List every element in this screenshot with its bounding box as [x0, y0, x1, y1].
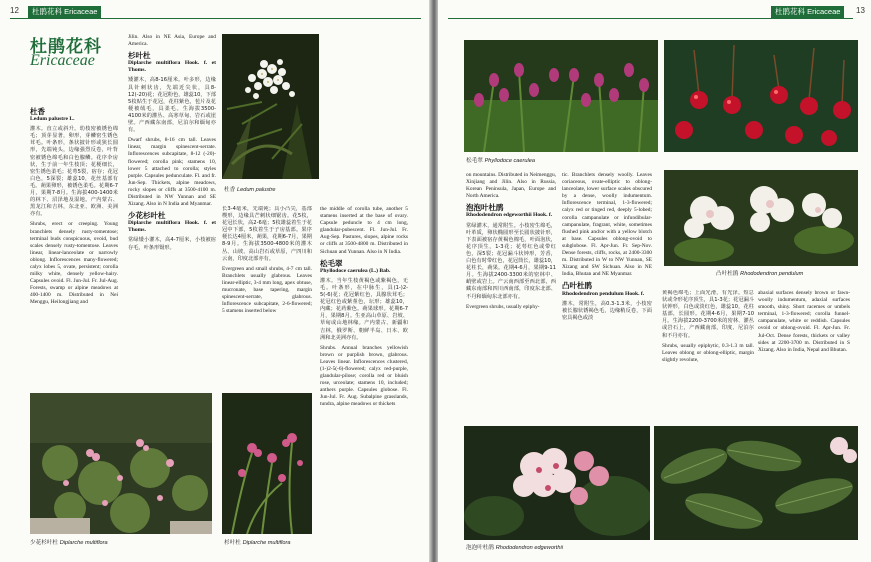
text-column-2: [128, 34, 216, 390]
species-name-latin: Rhododendron pendulum Hook. f.: [562, 290, 645, 297]
species-name-cn: 杜香: [30, 107, 45, 116]
family-title-latin: Ericaceae: [30, 52, 95, 69]
species-description-cn: 长3-4毫米，先端钝；具小凸尖，基部楔形，边缘具芒刺状细锯齿。花5枚，花冠长状，高2-6毫；5枚雄蕊着生于花冠中下部，5枚着生于子房基部。果序梗长达4厘米，蒴果，花期6-7月，果期8-9月。生海拔3500-4800米的灌木丛、山坡、高山岩石或草原，产四川和云南，印度北部亦有。: [222, 206, 312, 262]
species-description-cn: 灌木。当年生枝黄褐色或紫褐色，无毛。叶条形，在中脉生，具(1-)2-5(-6)花；花冠紫红色，具腺状茸毛；花冠红色或紫堇色，坛形；雄蕊10，内藏；花药紫色。蒴果球形。花期6-7月，果期8月。生亚高山草原、岩坡、草甸或山地林缘。产内蒙古、新疆和吉林，俄罗斯、朝鲜半岛、日本、欧洲和北美洲亦有。: [320, 277, 408, 341]
species-name-cn: 杉叶杜: [128, 51, 151, 61]
photo-caption: 泡泡叶杜鹃 Rhododendron edgeworthii: [466, 545, 563, 551]
distribution-continued: Jilin. Also in NE Asia, Europe and America.: [128, 34, 216, 48]
species-description-en: Shrubs, erect or creeping. Young branchlets densely rusty-tomentose; terminal buds conspicuous, ovoid, bud scales densely rusty-tomentose. Leaves linear, linear-lanceolate or narrowly oblong. Inflorescences many-flowered; calyx lobes 5, ovate, persistent; corolla milky white, densely yellow-hairy. Capsules ovoid. Fl. Jun-Jul. Fr. Jul-Aug. Forests, swamp or alpine meadows at 400-1400 m. Distributed in Nei Menggu, Heilongjiang and: [30, 221, 118, 306]
species-name-latin: Diplarche multiflora Hook. f. et Thoms.: [128, 60, 216, 74]
page-number: 12: [10, 6, 19, 15]
species-description-cn: 常绿灌木，通常附生。小枝密生绵毛，叶革质，卵状椭圆形至长圆状披针形，下表面被宿存黄褐色棉毛，叶面泡状，花序顶生，1-3花；花萼红色或带红色，深5裂；花冠漏斗状钟形，芳香，白色有时带红色，花冠筒长，雄蕊10，花柱长，蒴果。花期4-6月，果期9-11月。生海拔2400-3300米的密林中、峭壁或岩上。产云南西部至西北部，西藏东南部和四川西南部，印度东北部、不丹和缅甸东北部亦有。: [466, 222, 556, 300]
species-description-cn: 灌木。直立或斜升。幼枝密被锈色绵毛；顶芽显著，卵形，芽鳞密生锈色茸毛。叶条形，条状披针形或狭长圆形，先端钝头，边缘强烈反卷，叶背密被锈色绵毛和白色腺鳞。花序伞房状，生于前一年生枝顶；花梗细长，密生锈色柔毛；花萼5裂，宿存；花冠白色，5深裂；雄蕊10，花丝基部有毛。蒴果卵形，被锈色柔毛。花期6-7月，果期7-8月。生海拔400-1400米的林下、沼泽地及湿地。产内蒙古、黑龙江和吉林，东北亚、欧洲、美洲亦有。: [30, 126, 118, 218]
species-name-cn: 少花杉叶杜: [128, 211, 166, 221]
text-column-4: [758, 290, 850, 422]
species-name-latin: Phyllodoce caerulea (L.) Bab.: [320, 267, 391, 274]
species-name-cn: 凸叶杜鹃: [562, 281, 592, 291]
photo-caption: 少花杉叶杜 Diplarche multiflora: [30, 540, 108, 546]
species-name-latin: Diplarche multiflora Hook. f. et Thoms.: [128, 220, 216, 234]
species-description-en: abaxial surfaces densely brown or fawn-woolly indumentum, adaxial surfaces smooth, shiny. Short racemes or umbels terminal, 1-3-flowered; corolla funnel-campanulate, white or reddish. Capsules ovoid or oblong-ovoid. Fl. Apr-Jun. Fr. Jul-Oct. Dense forests, thickets or valley sides at 2200-3700 m. Distributed in S Xizang. Also in India, Nepal and Bhutan.: [758, 290, 850, 353]
species-description-en: Dwarf shrubs, 8-16 cm tall. Leaves linear, margin spinescent-serrate. Inflorescences subcapitate, 8-12 (-20)-flowered; corolla pink; stamens 10, lower 5 attached to corolla; styles purple. Capsules pedunculate. Fl. and fr. Jun-Sep. Thickets, alpine meadows, rocky slopes or cliffs at 3500-4100 m. Distributed in NW Yunnan and SE Xizang. Also in N India and Myanmar.: [128, 137, 216, 208]
photo-caption: 杉叶杜 Diplarche multiflora: [224, 540, 291, 546]
species-description-cn: 常绿矮小灌木，高4-7厘米，小枝被宿存毛，叶条形镊形。: [128, 237, 216, 251]
species-description-en: tic. Branchlets densely woolly. Leaves coriaceous, ovate-elliptic to oblong-lanceolate, lower surface scales obscured by a dense, woolly indumentum. Inflorescence terminal, 1-3-flowered; calyx red or tinged red, deeply 5-lobed; corolla campanulate or infundibular-campanulate, fragrant, white, sometimes flushed pink and/or with a yellow blotch at base. Capsules oblong-ovoid to subglobose. Fl. Apr-Jun. Fr. Sep-Nov. Dense forests, cliffs, rocks, at 2400-3300 m. Distributed in W to NW Yunnan, SE Xizang and SW Sichuan. Also in NE India, Bhutan and NE Myanmar.: [562, 172, 652, 278]
species-description-en: the middle of corolla tube, another 5 stamens inserted at the base of ovary. Capsule peduncle to 4 cm long, glandular-pubescent. Fl. Jun-Jul. Fr. Aug-Sep. Pastures, slopes, alpine rocks or cliffs at 3500-4800 m. Distributed in Sichuan and Yunnan. Also in N India.: [320, 206, 408, 255]
text-column-3: [222, 206, 312, 390]
photo-rhododendron-edgeworthii-2: [654, 426, 858, 540]
right-page: [438, 0, 871, 562]
text-column-3: [662, 290, 754, 422]
species-description-en: Evergreen shrubs, usually epiphy-: [466, 303, 540, 310]
text-column-1: [466, 172, 556, 422]
photo-ledum-palustre: [222, 34, 319, 179]
species-description-en: Shrubs. Annual branches yellowish brown or purplish brown, glabrous. Leaves linear. Inflorescences clustered, (1-)2-5(-6)-flowered; calyx red-purple, glandular-pilose; corolla red or bluish rose, urceolate; stamens 10, included; anthers purple. Capsules globose. Fl. Jun-Jul. Fr. Aug. Subalpine grasslands, tundra, alpine meadows or thickets: [320, 344, 408, 408]
species-name-latin: Ledum palustre L.: [30, 116, 75, 123]
species-description-cn: 矮灌木，高8-16厘米。叶多形，边缘具针刺状齿，先端近尖状，具8-12(-20)花；花冠粉色，雄蕊10，下部5枚贴生于花冠，花柱紫色，苞片及花梗被绒毛，具柔毛。生海拔3500-4100米的灌丛、高寒草甸、岩石或崖壁。产西藏东南部，尼泊尔和缅甸亦有。: [128, 77, 216, 134]
left-page: [0, 0, 431, 562]
photo-rhododendron-pendulum: [664, 170, 858, 266]
photo-red-fruits: [664, 40, 858, 152]
species-name-latin: Rhododendron edgeworthii Hook. f.: [466, 212, 553, 219]
species-description-cn: 黄褐色绵毛；上面光滑，有光泽。短总状或伞形花序顶生，具1-3花；花冠漏斗状钟形，白色或淡红色，雄蕊10，花柱基部，长圆形。花期4-6月，果期7-10月。生海拔2200-3700米的密林、灌丛或岩石上，产西藏南部，印度、尼泊尔和不丹亦有。: [662, 290, 754, 339]
photo-caption: 凸叶杜鹃 Rhododendron pendulum: [716, 271, 804, 277]
species-description-en: Evergreen and small shrubs, 4-7 cm tall. Branchlets usually glabrous. Leaves linear-elliptic, 3-4 mm long, apex obtuse, mucronate, base tapering, margin spinescent-serrate, glabrous. Inflorescence subcapitate, 2-6-flowered; 5 stamens inserted below: [222, 265, 312, 315]
species-name-cn: 松毛翠: [320, 258, 343, 268]
page-number: 13: [856, 6, 865, 15]
photo-diplarche-pauciflora: [30, 393, 212, 534]
text-column-4: [320, 206, 408, 556]
photo-rhododendron-edgeworthii-1: [464, 426, 650, 540]
distribution-continued: on mountains. Distributed in Neimenggu, Xinjiang and Jilin. Also in Russia, Korean Peninsula, Japan, Europe and North America.: [466, 172, 556, 200]
section-header: 杜鹃花科 Ericaceae: [771, 6, 844, 18]
photo-phyllodoce-caerulea: [464, 40, 658, 152]
photo-caption: 杜香 Ledum palustre: [224, 187, 276, 193]
species-description-en: Shrubs, usually epiphytic, 0.3-1.3 m tall. Leaves oblong or oblong-elliptic, margin slightly revolute,: [662, 342, 754, 363]
photo-diplarche-multiflora: [222, 393, 312, 534]
photo-caption: 松毛翠 Phyllodoce caerulea: [466, 158, 535, 164]
header-rule: [10, 18, 421, 19]
species-description-cn: 灌木，常附生，高0.3-1.3米，小枝密被长腺状锈褐色毛，边缘稍反卷，下面密具褐色或淡: [562, 300, 652, 321]
family-title-cn: 杜鹃花科: [30, 37, 102, 57]
header-rule: [448, 18, 853, 19]
section-header: 杜鹃花科 Ericaceae: [28, 6, 101, 18]
text-column-2: [562, 172, 652, 422]
text-column-1: [30, 104, 118, 394]
species-name-cn: 泡泡叶杜鹃: [466, 203, 504, 213]
